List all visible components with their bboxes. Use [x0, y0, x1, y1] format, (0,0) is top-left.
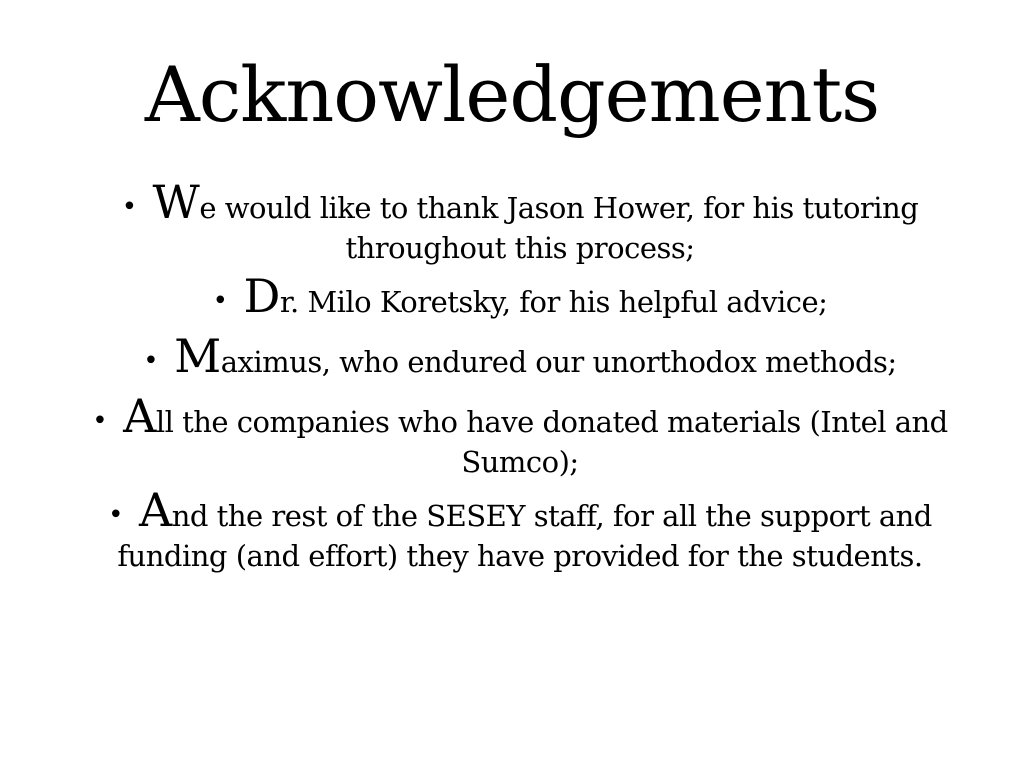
- acknowledgement-text: ll the companies who have donated materials (Intel and Sumco);: [155, 405, 948, 479]
- bullet-icon: •: [212, 286, 228, 316]
- acknowledgement-item: [90, 269, 950, 323]
- bullet-icon: •: [121, 192, 137, 222]
- acknowledgement-item: [90, 329, 950, 383]
- initial-capital: M: [174, 329, 221, 383]
- initial-capital: A: [123, 389, 156, 443]
- acknowledgement-item: [90, 483, 950, 576]
- bullet-icon: •: [92, 406, 108, 436]
- slide-title: Acknowledgements: [144, 50, 880, 139]
- acknowledgement-text: e would like to thank Jason Hower, for his tutoring throughout this process;: [199, 191, 919, 265]
- acknowledgement-text: r. Milo Koretsky, for his helpful advice;: [279, 285, 828, 319]
- bullet-icon: •: [143, 346, 159, 376]
- acknowledgement-list: [90, 175, 950, 586]
- initial-capital: D: [243, 269, 280, 323]
- acknowledgement-item: [90, 389, 950, 482]
- initial-capital: W: [152, 175, 200, 229]
- acknowledgement-item: [90, 175, 950, 268]
- acknowledgement-text: aximus, who endured our unorthodox methods;: [220, 345, 897, 379]
- bullet-icon: •: [108, 500, 123, 530]
- initial-capital: A: [138, 483, 172, 537]
- acknowledgement-text: nd the rest of the SESEY staff, for all the support and funding (and effort) they have provided for the students.: [117, 499, 932, 573]
